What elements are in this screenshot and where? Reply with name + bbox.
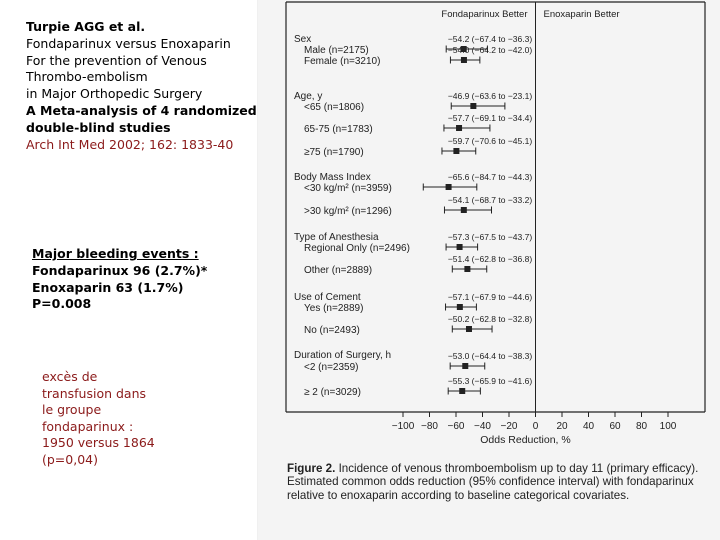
transfusion-line: transfusion dans [42,385,147,401]
row-label: <2 (n=2359) [304,362,359,373]
ci-text: −54.1 (−68.7 to −33.2) [447,195,533,205]
row-label: ≥ 2 (n=3029) [304,387,361,398]
bleeding-title: Major bleeding events : [32,246,199,261]
point-estimate-marker [461,57,467,63]
ci-text: −51.4 (−62.8 to −36.8) [447,254,533,264]
figure-caption [287,462,712,502]
point-estimate-marker [462,363,468,369]
header-enoxaparin-better: Enoxaparin Better [543,9,620,20]
bleeding-enoxaparin: Enoxaparin 63 (1.7%) [32,279,184,295]
ci-text: −53.0 (−64.4 to −38.3) [447,351,533,361]
point-estimate-marker [457,304,463,310]
group-heading: Age, y [294,91,323,102]
bleeding-block [32,246,207,313]
group-heading: Type of Anesthesia [294,232,379,243]
x-tick-label: 20 [556,421,568,432]
ci-text: −50.2 (−62.8 to −32.8) [447,314,533,324]
x-tick-label: −80 [421,421,438,432]
x-tick-label: 100 [659,421,677,432]
figure-panel [258,0,720,540]
citation-journal: Arch Int Med 2002; 162: 1833-40 [26,136,234,152]
row-label: Male (n=2175) [304,45,369,56]
figure-caption-label: Figure 2. [287,462,336,475]
ci-text: −57.7 (−69.1 to −34.4) [447,113,533,123]
citation-title-line1: Fondaparinux versus Enoxaparin [26,35,231,51]
bleeding-fondaparinux: Fondaparinux 96 (2.7%)* [32,262,208,278]
point-estimate-marker [464,266,470,272]
row-label: <65 (n=1806) [304,102,365,113]
citation-design-line1: A Meta-analysis of 4 randomized [26,102,257,118]
citation-title-line2: For the prevention of Venous [26,52,207,68]
row-label: >30 kg/m² (n=1296) [304,206,392,217]
x-tick-label: −100 [391,421,415,432]
transfusion-block [42,369,155,469]
x-tick-label: 0 [532,421,539,432]
ci-text: −54.0 (−64.2 to −42.0) [447,45,533,55]
header-fondaparinux-better: Fondaparinux Better [441,9,528,20]
citation-design-line2: double-blind studies [26,119,171,135]
row-label: Yes (n=2889) [304,303,364,314]
transfusion-line: le groupe [42,402,102,418]
x-tick-label: 40 [582,421,595,432]
point-estimate-marker [459,388,465,394]
point-estimate-marker [461,207,467,213]
x-tick-label: −20 [500,421,518,432]
figure-caption-text: Incidence of venous thromboembolism up to day 11 (primary efficacy). Estimated common odds reduction (95% confidence interval) with fondaparinux relative to enoxaparin according to baseline categorical covariates. [287,462,699,502]
point-estimate-marker [456,125,462,131]
ci-text: −59.7 (−70.6 to −45.1) [447,136,533,146]
group-heading: Use of Cement [294,292,361,303]
point-estimate-marker [457,244,463,250]
slide-text-panel [0,0,258,540]
ci-text: −55.3 (−65.9 to −41.6) [447,376,533,386]
bleeding-p-value: P=0.008 [32,296,92,312]
group-heading: Sex [294,34,312,45]
x-tick-label: −40 [474,421,491,432]
row-label: 65-75 (n=1783) [304,124,373,135]
ci-text: −57.1 (−67.9 to −44.6) [447,292,533,302]
ci-text: −46.9 (−63.6 to −23.1) [447,91,533,101]
transfusion-line: fondaparinux : [42,418,134,434]
row-label: Female (n=3210) [304,56,381,67]
x-tick-label: 80 [635,421,648,432]
citation-authors: Turpie AGG et al. [26,19,146,34]
row-label: Other (n=2889) [304,265,373,276]
citation-title-line4: in Major Orthopedic Surgery [26,86,203,102]
forest-plot [258,0,720,460]
ci-text: −65.6 (−84.7 to −44.3) [447,172,533,182]
point-estimate-marker [470,103,476,109]
row-label: <30 kg/m² (n=3959) [304,183,392,194]
x-tick-label: 60 [609,421,621,432]
citation-title-line3: Thrombo-embolism [26,69,148,85]
x-axis-label: Odds Reduction, % [480,434,571,446]
point-estimate-marker [446,184,452,190]
transfusion-line: excès de [42,369,98,384]
ci-text: −54.2 (−67.4 to −36.3) [447,34,533,44]
transfusion-line: 1950 versus 1864 [42,435,155,451]
point-estimate-marker [453,148,459,154]
citation-block [26,19,258,153]
row-label: Regional Only (n=2496) [304,243,410,254]
group-heading: Body Mass Index [294,172,371,183]
transfusion-line: (p=0,04) [42,451,98,467]
group-heading: Duration of Surgery, h [294,350,392,361]
row-label: No (n=2493) [304,325,360,336]
ci-text: −57.3 (−67.5 to −43.7) [447,232,533,242]
x-tick-label: −60 [447,421,465,432]
row-label: ≥75 (n=1790) [304,147,364,158]
point-estimate-marker [466,326,472,332]
